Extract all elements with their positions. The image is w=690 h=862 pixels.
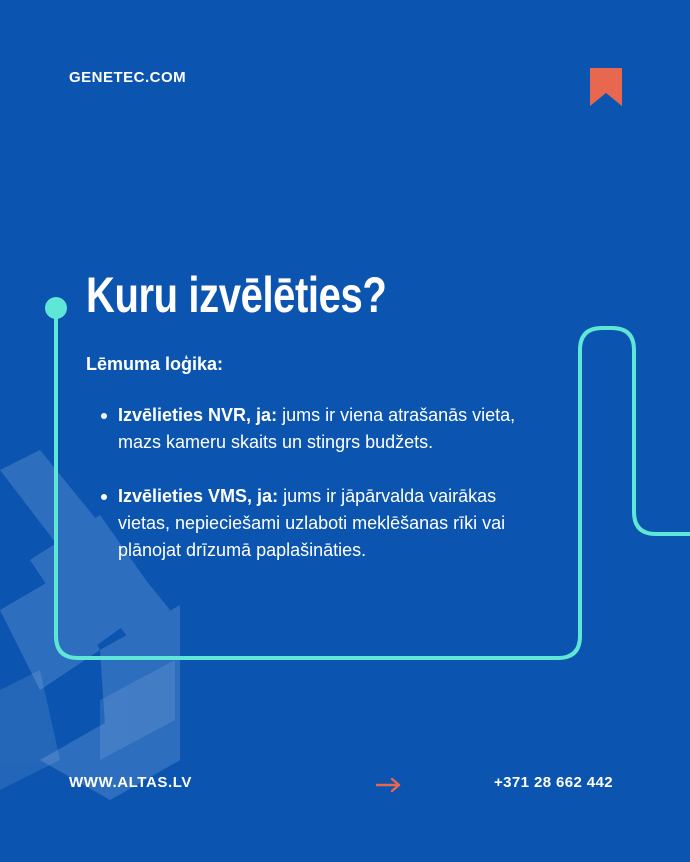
list-item: [98, 402, 538, 456]
list-item-lead: Izvēlieties NVR, ja:: [118, 405, 278, 425]
bookmark-icon[interactable]: [590, 68, 622, 106]
list-item: [98, 483, 538, 564]
section-subtitle: Lēmuma loģika:: [86, 354, 224, 374]
list-item-text: jums ir jāpārvalda vairākas vietas, nepieciešami uzlaboti meklēšanas rīki vai plānojat drīzumā paplašināties.: [118, 486, 506, 560]
footer-phone[interactable]: +371 28 662 442: [494, 774, 614, 791]
bullet-icon: [101, 413, 107, 419]
arrow-right-icon[interactable]: [376, 777, 402, 793]
accent-dot: [45, 297, 67, 319]
footer-website-link[interactable]: WWW.ALTAS.LV: [69, 774, 193, 791]
list-item-text: jums ir viena atrašanās vieta, mazs kameru skaits un stingrs budžets.: [118, 405, 516, 452]
bullet-icon: [101, 494, 107, 500]
list-item-lead: Izvēlieties VMS, ja:: [118, 486, 279, 506]
decision-list: [98, 402, 538, 591]
brand-site[interactable]: GENETEC.COM: [69, 69, 187, 86]
page-title: Kuru izvēlēties?: [86, 267, 387, 323]
